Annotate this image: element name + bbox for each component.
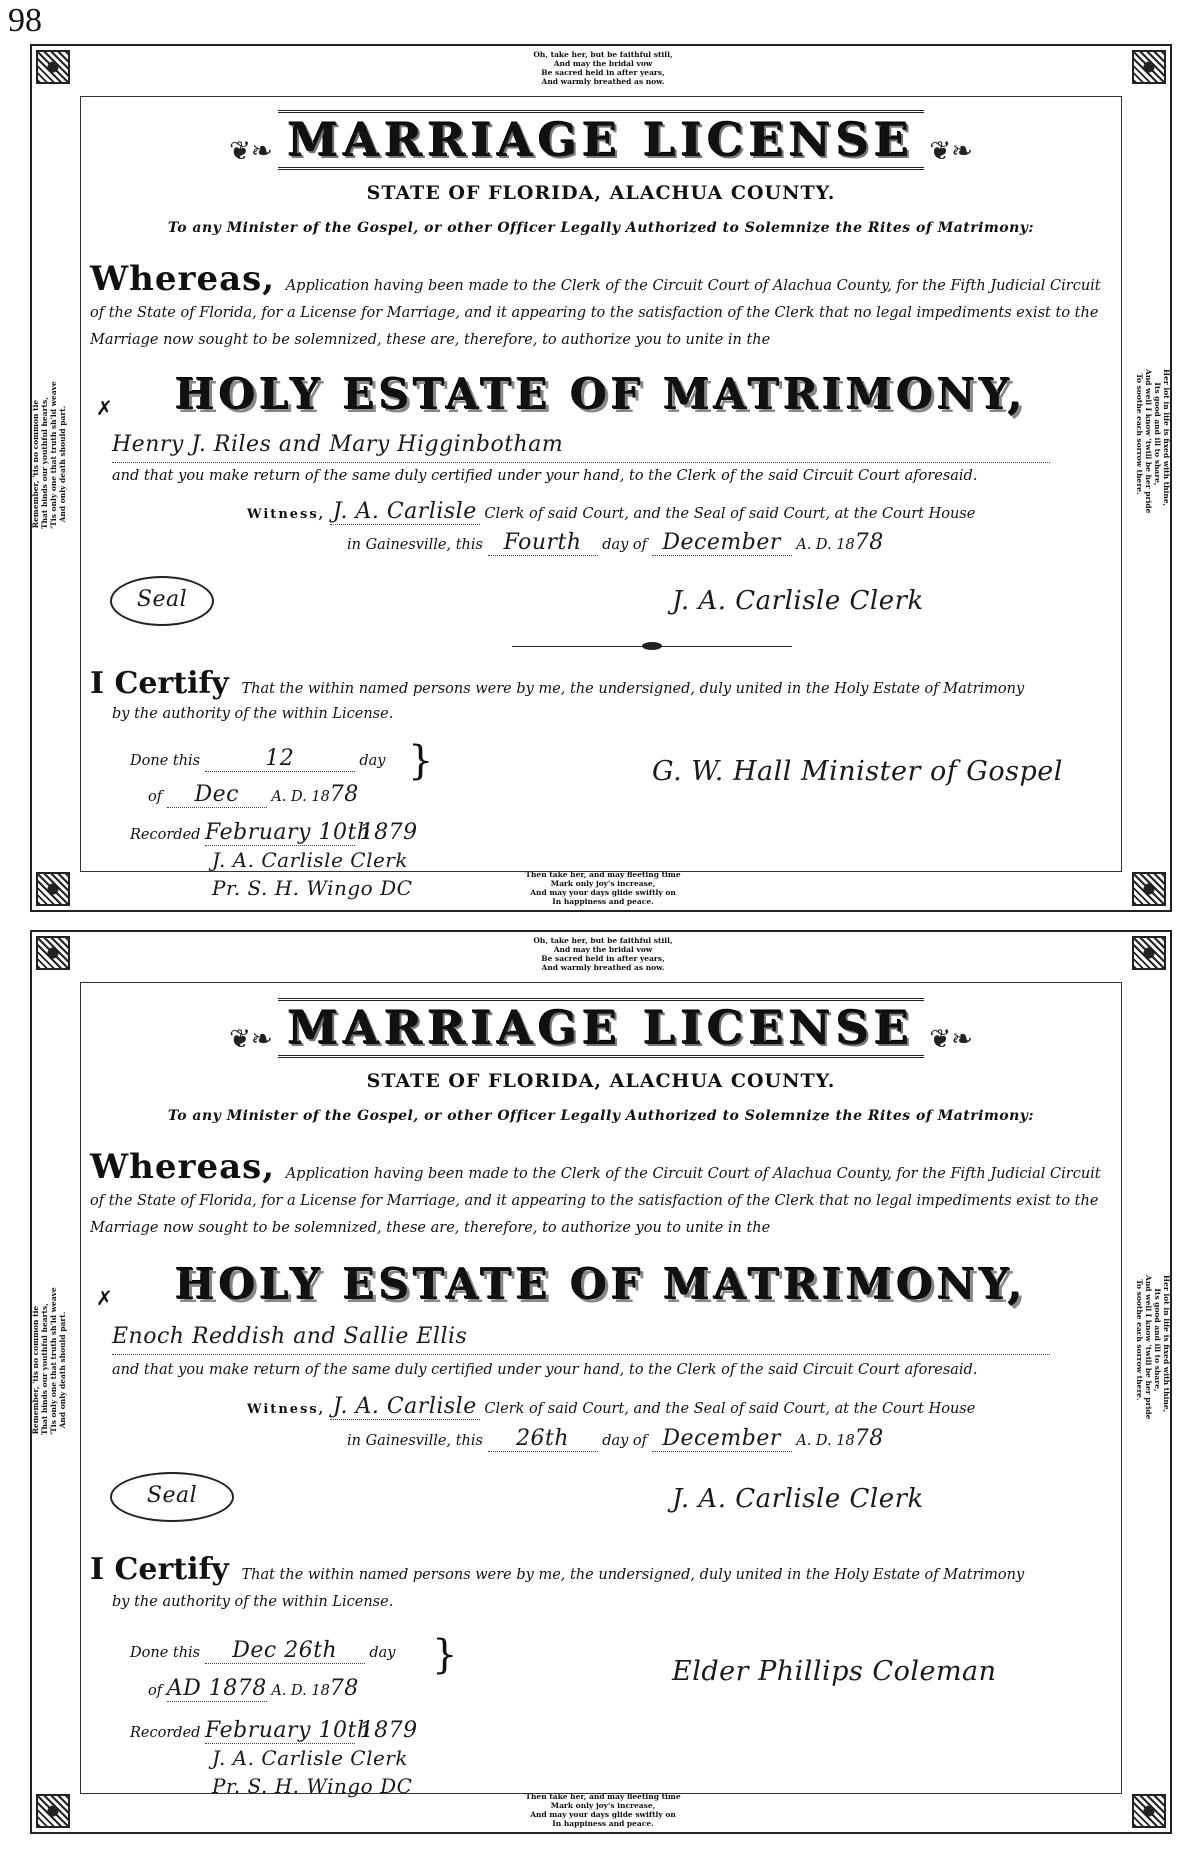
verse-right: Her lot in life is fixed with thine, Its good and ill to share, And well I know 'twill be her pride To soothe each sorrow there. bbox=[1135, 369, 1171, 514]
flourish-icon: ❦❧ bbox=[229, 136, 273, 167]
done-this-line bbox=[130, 746, 385, 772]
license-title: MARRIAGE LICENSE bbox=[278, 110, 925, 170]
x-mark-icon: ✗ bbox=[96, 1286, 113, 1310]
of-text: of bbox=[148, 1683, 163, 1699]
x-mark-icon: ✗ bbox=[96, 396, 113, 420]
ornament-corner-icon bbox=[36, 872, 70, 906]
officiant-signature: G. W. Hall Minister of Gospel bbox=[652, 756, 1063, 787]
of-line bbox=[148, 782, 359, 808]
year-written: 78 bbox=[854, 530, 884, 555]
recorded-signature-clerk: J. A. Carlisle Clerk bbox=[212, 1746, 408, 1770]
recorded-text: Recorded bbox=[130, 1725, 201, 1741]
officiant-signature: Elder Phillips Coleman bbox=[672, 1656, 997, 1687]
witness-label: Witness, bbox=[247, 507, 326, 522]
flourish-icon: ❦❧ bbox=[929, 136, 973, 167]
ad-text: A. D. 18 bbox=[796, 1433, 855, 1449]
witness-signature: J. A. Carlisle bbox=[330, 499, 480, 525]
year-written: 78 bbox=[854, 1426, 884, 1451]
recorded-signature-deputy: Pr. S. H. Wingo DC bbox=[212, 1774, 413, 1798]
in-gainesville-text: in Gainesville, this bbox=[347, 1433, 483, 1449]
clerk-signature: J. A. Carlisle Clerk bbox=[672, 1484, 924, 1514]
verse-top: Oh, take her, but be faithful still, And may the bridal vow Be sacred held in after years, And warmly breathed as now. bbox=[533, 936, 673, 972]
day-text: day bbox=[369, 1645, 396, 1661]
address-line: To any Minister of the Gospel, or other Officer Legally Authorized to Solemnize the Rites of Matrimony: bbox=[167, 220, 1035, 236]
whereas-heading: Whereas, bbox=[90, 259, 276, 299]
couple-names: Henry J. Riles and Mary Higginbotham bbox=[112, 432, 1050, 463]
brace-icon: } bbox=[432, 1632, 458, 1678]
state-county: STATE OF FLORIDA, ALACHUA COUNTY. bbox=[366, 182, 836, 204]
day-written: 26th bbox=[488, 1426, 598, 1452]
done-day: Dec 26th bbox=[205, 1638, 365, 1664]
done-month: AD 1878 bbox=[166, 1676, 267, 1701]
recorded-line bbox=[130, 820, 418, 846]
certify-heading: I Certify bbox=[90, 1552, 229, 1587]
seal-stamp: Seal bbox=[110, 1472, 234, 1522]
marriage-license-2 bbox=[30, 930, 1172, 1834]
done-this-line bbox=[130, 1638, 395, 1664]
brace-icon: } bbox=[408, 738, 434, 784]
ornament-corner-icon bbox=[1132, 50, 1166, 84]
authority-text: by the authority of the within License. bbox=[112, 706, 394, 722]
clerk-signature: J. A. Carlisle Clerk bbox=[672, 586, 924, 616]
whereas-text: Application having been made to the Clerk of the Circuit Court of Alachua County, for the Fifth Judicial Circuit of the State of Florida, for a License for Marriage, and it appearing to the satisfaction of the Clerk that no legal impediments exist to the Marriage now sought to be solemnized, these are, therefore, to authorize you to unite in the bbox=[90, 1166, 1101, 1236]
couple-names: Enoch Reddish and Sallie Ellis bbox=[112, 1324, 1050, 1355]
witness-line bbox=[247, 499, 975, 525]
recorded-text: Recorded bbox=[130, 827, 201, 843]
verse-right: Her lot in life is fixed with thine, Its good and ill to share, And well I know 'twill be her pride To soothe each sorrow there. bbox=[1135, 1275, 1171, 1420]
month-written: December bbox=[652, 530, 792, 556]
in-gainesville-text: in Gainesville, this bbox=[347, 537, 483, 553]
marriage-license-1 bbox=[30, 44, 1172, 912]
flourish-icon: ❦❧ bbox=[229, 1024, 273, 1055]
certify-text: That the within named persons were by me, the undersigned, duly united in the Holy Estate of Matrimony bbox=[241, 1567, 1025, 1583]
witness-text: Clerk of said Court, and the Seal of said Court, at the Court House bbox=[484, 1401, 976, 1417]
page-number: 98 bbox=[8, 2, 42, 39]
recorded-date: February 10th bbox=[205, 1718, 372, 1743]
whereas-paragraph bbox=[90, 1147, 1112, 1242]
done-this-text: Done this bbox=[130, 1645, 201, 1661]
verse-left: Remember, 'tis no common tie That binds our youthful hearts, 'Tis only one that truth sh'ld weave And only death should part. bbox=[31, 1287, 67, 1435]
ornament-corner-icon bbox=[1132, 872, 1166, 906]
witness-label: Witness, bbox=[247, 1402, 326, 1417]
done-year: 78 bbox=[329, 1676, 359, 1701]
title-row bbox=[32, 998, 1170, 1058]
day-of-text: day of bbox=[602, 537, 648, 553]
done-month: Dec bbox=[167, 782, 267, 808]
done-this-text: Done this bbox=[130, 753, 201, 769]
certify-text: That the within named persons were by me, the undersigned, duly united in the Holy Estate of Matrimony bbox=[241, 681, 1025, 697]
return-text: and that you make return of the same duly certified under your hand, to the Clerk of the said Circuit Court aforesaid. bbox=[112, 1362, 978, 1378]
ad-short-text: A. D. 18 bbox=[271, 789, 330, 805]
verse-bottom: Then take her, and may fleeting time Mark only joy's increase, And may your days glide swiftly on In happiness and peace. bbox=[525, 870, 681, 906]
ornament-corner-icon bbox=[36, 936, 70, 970]
certify-line bbox=[90, 1552, 1024, 1587]
witness-text: Clerk of said Court, and the Seal of said Court, at the Court House bbox=[484, 506, 976, 522]
seal-stamp: Seal bbox=[110, 576, 214, 626]
verse-bottom: Then take her, and may fleeting time Mark only joy's increase, And may your days glide swiftly on In happiness and peace. bbox=[525, 1792, 681, 1828]
ad-text: A. D. 18 bbox=[796, 537, 855, 553]
date-line bbox=[347, 1426, 884, 1452]
date-line bbox=[347, 530, 884, 556]
divider bbox=[512, 646, 792, 647]
recorded-signature-deputy: Pr. S. H. Wingo DC bbox=[212, 876, 413, 900]
verse-left: Remember, 'tis no common tie That binds our youthful hearts, 'Tis only one that truth sh'ld weave And only death should part. bbox=[31, 381, 67, 529]
recorded-signature-clerk: J. A. Carlisle Clerk bbox=[212, 848, 408, 872]
done-day: 12 bbox=[205, 746, 355, 772]
certify-line bbox=[90, 666, 1024, 701]
whereas-text: Application having been made to the Clerk of the Circuit Court of Alachua County, for the Fifth Judicial Circuit of the State of Florida, for a License for Marriage, and it appearing to the satisfaction of the Clerk that no legal impediments exist to the Marriage now sought to be solemnized, these are, therefore, to authorize you to unite in the bbox=[90, 278, 1101, 348]
flourish-icon: ❦❧ bbox=[929, 1024, 973, 1055]
address-line: To any Minister of the Gospel, or other Officer Legally Authorized to Solemnize the Rites of Matrimony: bbox=[167, 1108, 1035, 1124]
certify-heading: I Certify bbox=[90, 666, 229, 701]
witness-signature: J. A. Carlisle bbox=[330, 1394, 480, 1420]
recorded-date: February 10th bbox=[205, 820, 372, 845]
day-text: day bbox=[359, 753, 386, 769]
whereas-paragraph bbox=[90, 259, 1112, 354]
of-line bbox=[148, 1676, 359, 1702]
of-text: of bbox=[148, 789, 163, 805]
day-written: Fourth bbox=[488, 530, 598, 556]
authority-text: by the authority of the within License. bbox=[112, 1594, 394, 1610]
ornament-corner-icon bbox=[1132, 936, 1166, 970]
day-of-text: day of bbox=[602, 1433, 648, 1449]
title-row bbox=[32, 110, 1170, 170]
return-text: and that you make return of the same duly certified under your hand, to the Clerk of the said Circuit Court aforesaid. bbox=[112, 468, 978, 484]
recorded-line bbox=[130, 1718, 418, 1744]
month-written: December bbox=[652, 1426, 792, 1452]
ornament-corner-icon bbox=[36, 1794, 70, 1828]
holy-estate-heading: HOLY ESTATE OF MATRIMONY, bbox=[175, 1260, 1027, 1309]
whereas-heading: Whereas, bbox=[90, 1147, 276, 1187]
ornament-corner-icon bbox=[36, 50, 70, 84]
recorded-year: 1879 bbox=[359, 1718, 418, 1743]
ornament-corner-icon bbox=[1132, 1794, 1166, 1828]
done-year: 78 bbox=[329, 782, 359, 807]
state-county: STATE OF FLORIDA, ALACHUA COUNTY. bbox=[366, 1070, 836, 1092]
license-title: MARRIAGE LICENSE bbox=[278, 998, 925, 1058]
ad-short-text: A. D. 18 bbox=[271, 1683, 330, 1699]
holy-estate-heading: HOLY ESTATE OF MATRIMONY, bbox=[175, 370, 1027, 419]
verse-top: Oh, take her, but be faithful still, And may the bridal vow Be sacred held in after years, And warmly breathed as now. bbox=[533, 50, 673, 86]
witness-line bbox=[247, 1394, 975, 1420]
recorded-year: 1879 bbox=[359, 820, 418, 845]
